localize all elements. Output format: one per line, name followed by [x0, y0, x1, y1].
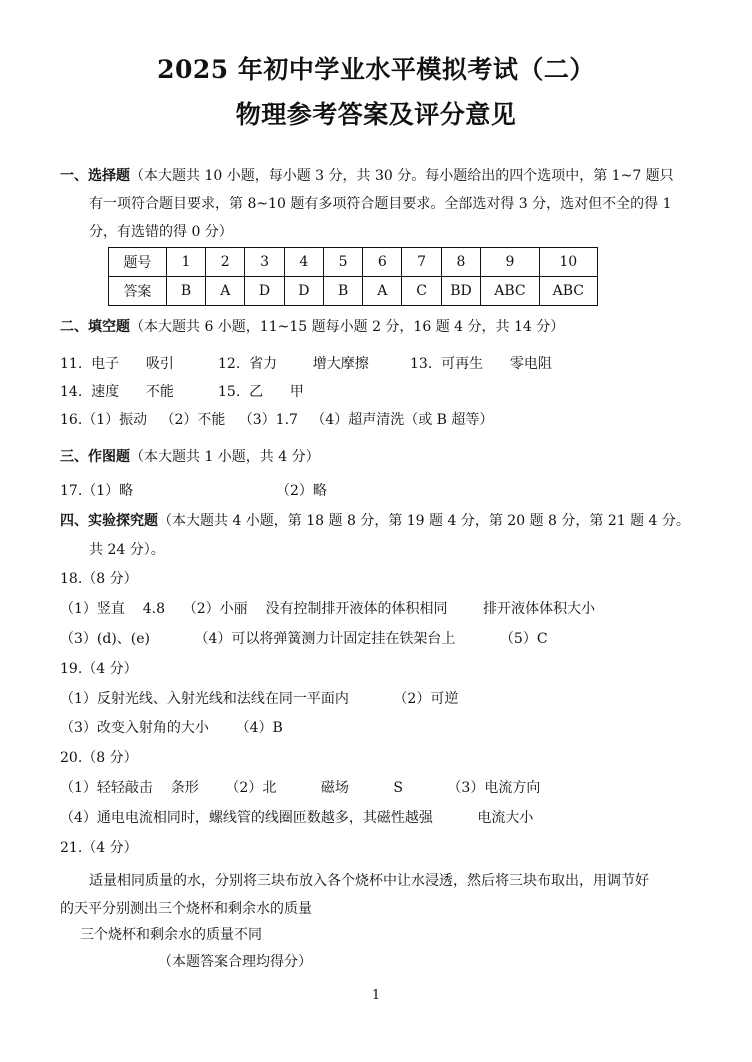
table-cell: 5	[323, 248, 362, 277]
table-cell: A	[363, 277, 402, 306]
section2-heading: 二、填空题	[60, 319, 130, 335]
table-cell: ABC	[481, 277, 539, 306]
table-cell: 6	[363, 248, 402, 277]
answer-20-line2: （4）通电电流相同时，螺线管的线圈匝数越多，其磁性越强 电流大小	[60, 810, 534, 826]
page-subtitle: 物理参考答案及评分意见	[235, 100, 517, 129]
table-cell: 1	[166, 248, 205, 277]
section1-desc: （本大题共 10 小题，每小题 3 分，共 30 分。每小题给出的四个选项中，第 1~7 题只	[130, 168, 674, 184]
question-19: 19.（4 分）	[60, 661, 138, 677]
table-cell: 7	[402, 248, 441, 277]
section1-line2: 有一项符合题目要求，第 8~10 题有多项符合题目要求。全部选对得 3 分，选对但不全的得 1	[89, 196, 672, 212]
question-20: 20.（8 分）	[60, 750, 138, 766]
table-cell: D	[245, 277, 284, 306]
answer-21-line2: 的天平分别测出三个烧杯和剩余水的质量	[60, 901, 312, 917]
table-cell: BD	[441, 277, 481, 306]
section4-heading: 四、实验探究题	[60, 513, 158, 529]
page-number: 1	[371, 988, 381, 1003]
table-cell-label: 答案	[109, 277, 167, 306]
table-cell: D	[284, 277, 323, 306]
section3-header	[60, 448, 320, 466]
answer-19-line2: （3）改变入射角的大小 （4）B	[60, 720, 283, 736]
table-cell: C	[402, 277, 441, 306]
section4-desc: （本大题共 4 小题，第 18 题 8 分，第 19 题 4 分，第 20 题 8 分，第 21 题 4 分。	[158, 513, 690, 529]
table-row-answers	[109, 277, 598, 306]
answer-15: 15. 乙 甲	[218, 384, 304, 400]
table-cell: ABC	[539, 277, 597, 306]
answer-14: 14. 速度 不能	[60, 384, 174, 400]
section4-header	[60, 512, 690, 530]
section1-heading: 一、选择题	[60, 168, 130, 184]
answer-17-1: 17.（1）略	[60, 483, 134, 499]
table-cell: 9	[481, 248, 539, 277]
answer-19-line1: （1）反射光线、入射光线和法线在同一平面内 （2）可逆	[60, 691, 459, 707]
table-cell: B	[323, 277, 362, 306]
answer-17-2: （2）略	[276, 483, 327, 499]
question-18: 18.（8 分）	[60, 571, 138, 587]
table-cell: 8	[441, 248, 481, 277]
answer-12: 12. 省力 增大摩擦	[218, 356, 369, 372]
table-cell: A	[206, 277, 245, 306]
answer-table	[108, 247, 598, 306]
table-cell: 10	[539, 248, 597, 277]
table-cell: 4	[284, 248, 323, 277]
table-cell-label: 题号	[109, 248, 167, 277]
answer-18-line1: （1）竖直 4.8 （2）小丽 没有控制排开液体的体积相同 排开液体体积大小	[60, 601, 596, 617]
section2-desc: （本大题共 6 小题，11~15 题每小题 2 分，16 题 4 分，共 14 分）	[130, 319, 565, 335]
answer-18-line2: （3）(d)、(e) （4）可以将弹簧测力计固定挂在铁架台上 （5）C	[60, 631, 548, 647]
answer-20-line1: （1）轻轻敲击 条形 （2）北 磁场 S （3）电流方向	[60, 780, 541, 796]
section3-heading: 三、作图题	[60, 449, 130, 465]
section4-desc-cont: 共 24 分）。	[89, 542, 165, 558]
answer-21-line1: 适量相同质量的水，分别将三块布放入各个烧杯中让水浸透，然后将三块布取出，用调节好	[89, 873, 649, 889]
page-title: 2025 年初中学业水平模拟考试（二）	[157, 55, 595, 84]
answer-11: 11. 电子 吸引	[60, 356, 174, 372]
table-cell: 2	[206, 248, 245, 277]
table-cell: 3	[245, 248, 284, 277]
table-cell: B	[166, 277, 205, 306]
section1-line3: 分，有选错的得 0 分）	[89, 224, 233, 240]
section3-desc: （本大题共 1 小题，共 4 分）	[130, 449, 320, 465]
answer-21-line3: 三个烧杯和剩余水的质量不同	[80, 927, 262, 943]
scoring-note: （本题答案合理均得分）	[158, 954, 312, 970]
answer-13: 13. 可再生 零电阻	[410, 356, 552, 372]
section2-header	[60, 318, 564, 336]
table-row-numbers	[109, 248, 598, 277]
section1-line1	[60, 167, 674, 185]
question-21: 21.（4 分）	[60, 840, 138, 856]
answer-16: 16.（1）振动 （2）不能 （3）1.7 （4）超声清洗（或 B 超等）	[60, 412, 494, 428]
